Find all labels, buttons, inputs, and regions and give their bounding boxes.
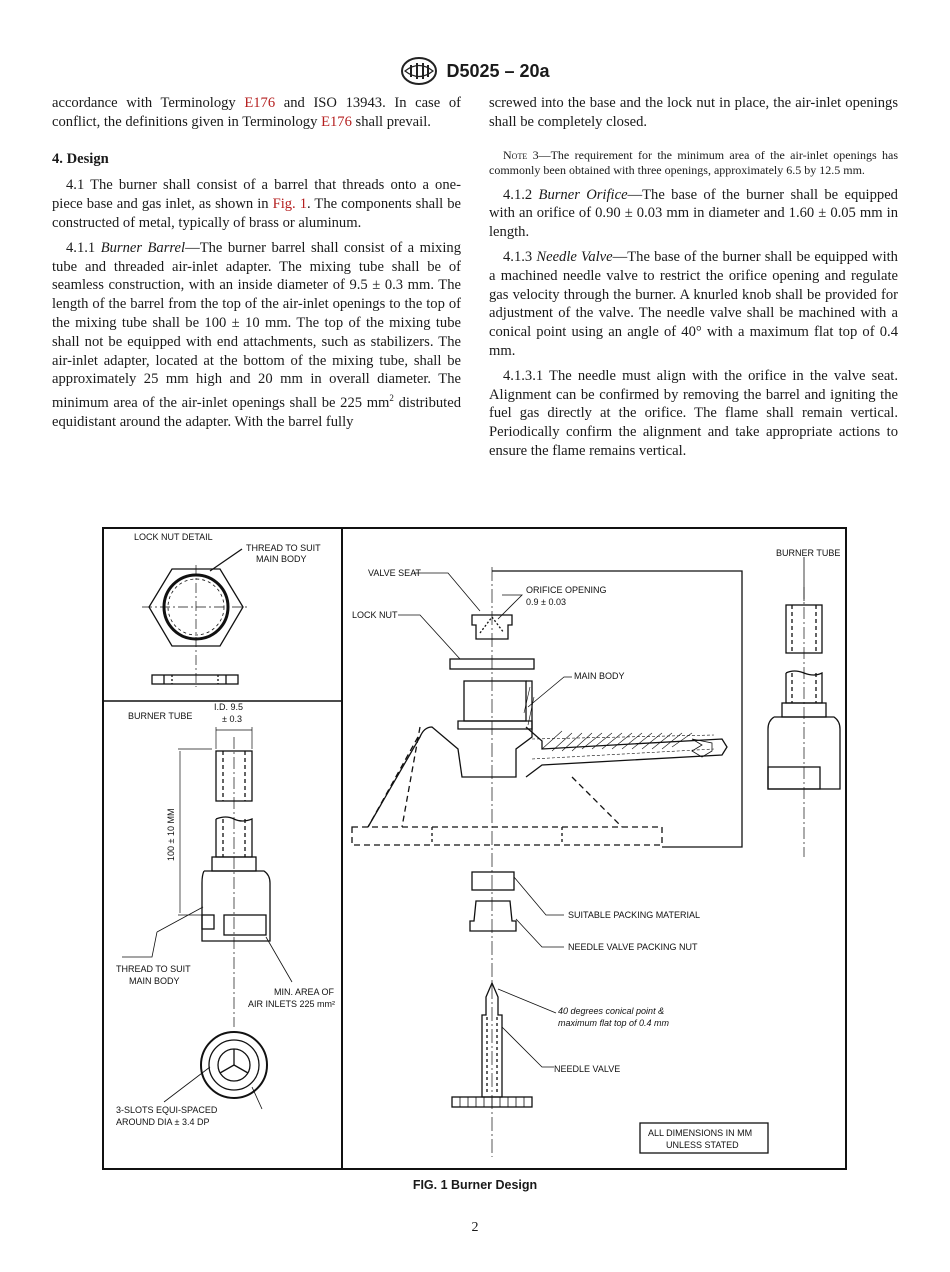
ref-link-fig1[interactable]: Fig. 1 xyxy=(272,196,308,213)
label-lock-nut-detail: LOCK NUT DETAIL xyxy=(134,532,213,542)
label-main-body: MAIN BODY xyxy=(574,671,625,681)
left-column xyxy=(52,94,461,432)
label-conical-1: 40 degrees conical point & xyxy=(558,1006,665,1016)
section-heading-design: 4. Design xyxy=(52,150,109,167)
ref-link-e176[interactable]: E176 xyxy=(244,95,276,111)
label-lock-nut: LOCK NUT xyxy=(352,610,398,620)
label-needle-valve: NEEDLE VALVE xyxy=(554,1064,621,1074)
label-thread-suit-2: MAIN BODY xyxy=(129,976,180,986)
label-dims-1: ALL DIMENSIONS IN MM xyxy=(648,1128,753,1138)
paragraph-4-1-2: 4.1.2 Burner Orifice—The base of the burner shall be equipped with an orifice of 0.90 ± 0.03 mm in diameter and 1.60 ± 0.05 mm in length. xyxy=(489,186,898,241)
label-slots-1: 3-SLOTS EQUI-SPACED xyxy=(116,1105,218,1115)
label-thread-suit-1: THREAD TO SUIT xyxy=(116,964,191,974)
paragraph-4-1-1: 4.1.1 Burner Barrel—The burner barrel shall consist of a mixing tube and threaded air-inlet adapter. The mixing tube shall be of seamless construction, with an inside diameter of 9.5 ± 0.3 mm. The length of the barrel from the top of the air-inlet openings to the top of the mixing tube shall be 100 ± 10 mm. The top of the mixing tube shall not be equipped with end attachments, such as stabilizers. The air-inlet adapter, located at the bottom of the mixing tube, shall be approximately 25 mm high and 20 mm in overall diameter. The minimum area of the air-inlet openings shall be 225 $mm^2$ distributed equidistant around the adapter. With the barrel fully xyxy=(52,239,461,430)
label-burner-tube-right: BURNER TUBE xyxy=(776,548,841,558)
figure-caption: FIG. 1 Burner Design xyxy=(412,1178,538,1192)
label-orifice-1: ORIFICE OPENING xyxy=(526,585,607,595)
ref-link-e176-2[interactable]: E176 xyxy=(321,113,352,130)
paragraph-4-1-3-1: 4.1.3.1 The needle must align with the orifice in the valve seat. Alignment can be confirmed by removing the barrel and igniting the fuel gas directly at the orifice. The flame shall remain vertical. Periodically confirm the alignment and take appropriate actions to ensure the flame remains vertical. xyxy=(489,367,898,459)
label-min-area-2: AIR INLETS 225 mm² xyxy=(248,999,336,1009)
page-header xyxy=(0,56,950,86)
label-thread-main-2: MAIN BODY xyxy=(256,554,307,564)
label-burner-tube-left: BURNER TUBE xyxy=(128,711,193,721)
label-thread-main-1: THREAD TO SUIT xyxy=(246,543,321,553)
astm-logo-icon xyxy=(400,56,438,86)
label-packing-nut: NEEDLE VALVE PACKING NUT xyxy=(568,942,698,952)
label-length: 100 ± 10 MM xyxy=(166,808,176,861)
paragraph-terminology: accordance with Terminology E176 and ISO 13943. In case of conflict, the definitions given in Terminology E176 shall prevail. xyxy=(52,95,461,130)
label-orifice-2: 0.9 ± 0.03 xyxy=(526,597,566,607)
paragraph-4-1-3: 4.1.3 Needle Valve—The base of the burner shall be equipped with a machined needle valve to restrict the orifice opening and regulate gas velocity through the burner. A knurled knob shall be provided for adjustment of the valve. The needle valve shall be machined with a conical point using an angle of 40° with a maximum flat top of 0.4 mm. xyxy=(489,248,898,359)
label-min-area-1: MIN. AREA OF xyxy=(274,987,335,997)
paragraph-4-1: 4.1 The burner shall consist of a barrel that threads onto a one-piece base and gas inlet, as shown in Fig. 1. The components shall be constructed of metal, typically of brass or aluminum. xyxy=(52,177,462,231)
label-id-2: ± 0.3 xyxy=(222,714,242,724)
label-packing-material: SUITABLE PACKING MATERIAL xyxy=(568,910,701,920)
figure-burner-design xyxy=(102,527,847,1170)
label-conical-2: maximum flat top of 0.4 mm xyxy=(558,1018,670,1028)
page-number: 2 xyxy=(471,1220,479,1235)
paragraph-continued: screwed into the base and the lock nut in place, the air-inlet openings shall be completely closed. xyxy=(489,95,898,130)
label-dims-2: UNLESS STATED xyxy=(666,1140,739,1150)
label-valve-seat: VALVE SEAT xyxy=(368,568,422,578)
label-id-1: I.D. 9.5 xyxy=(214,702,244,712)
lock-nut-detail-drawing xyxy=(142,549,250,687)
document-designation: D5025 – 20a xyxy=(446,60,550,81)
label-slots-2: AROUND DIA ± 3.4 DP xyxy=(116,1117,210,1127)
right-column xyxy=(489,94,898,461)
note-3: Note 3—The requirement for the minimum area of the air-inlet openings has commonly been obtained with three openings, approximately 6.5 by 12.5 mm. xyxy=(489,147,898,177)
slots-end-view-drawing xyxy=(164,1032,267,1109)
